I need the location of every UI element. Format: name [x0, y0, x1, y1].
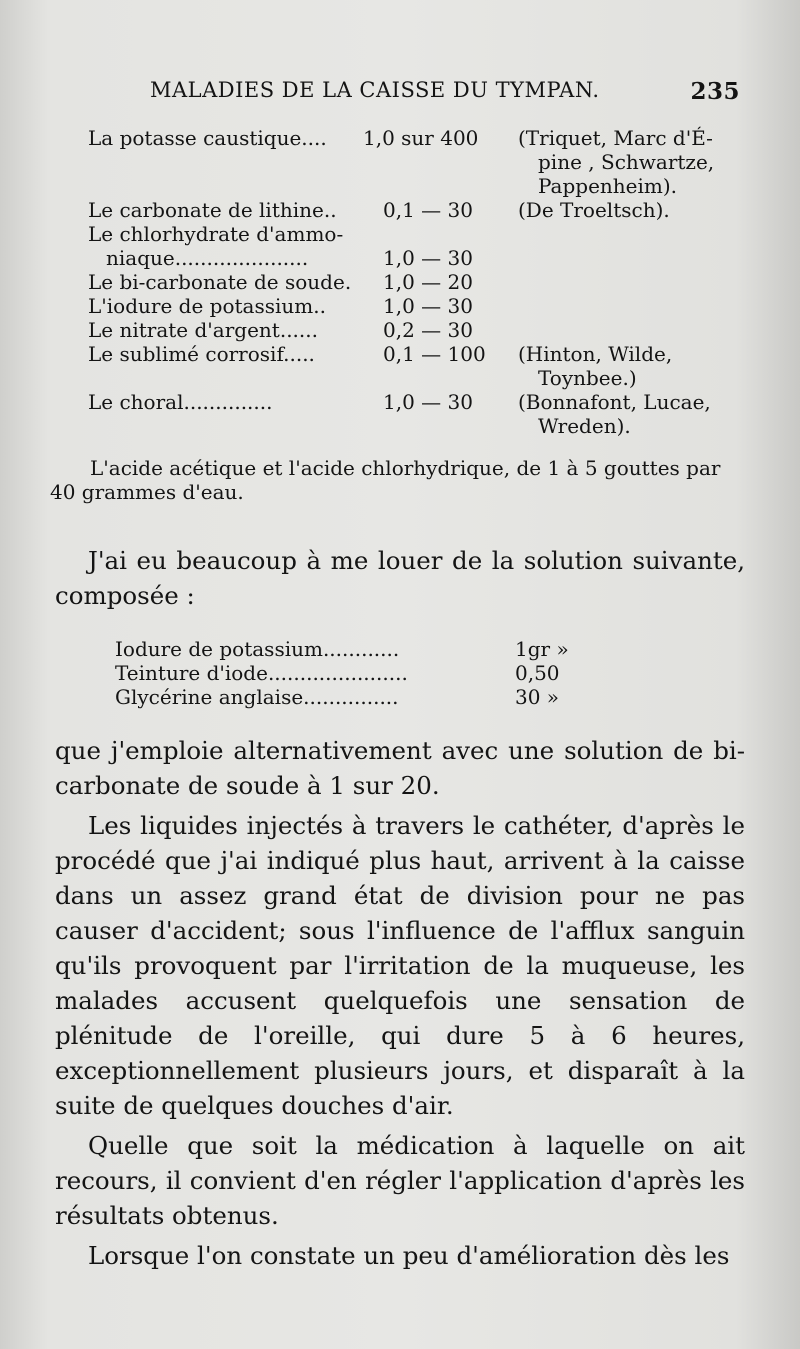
formula-row	[88, 294, 748, 318]
dose-cell: 1,0 — 30	[383, 246, 473, 270]
formula-row	[88, 366, 748, 390]
substance-cell: Le bi-carbonate de soude.	[88, 270, 352, 294]
authors-cell: (Hinton, Wilde,	[518, 342, 673, 366]
quantity-cell: 30 »	[515, 685, 560, 709]
dose-cell: 0,1 — 100	[383, 342, 486, 366]
paragraph-3: Les liquides injectés à travers le cathéter, d'après le procédé que j'ai indiqué plus haut, arrivent à la caisse dans un assez grand état de division pour ne pas causer d'accident; sous l'influence de l'afflux sanguin qu'ils provoquent par l'irritation de la muqueuse, les malades accusent quelquefois une sensation de plénitude de l'oreille, qui dure 5 à 6 heures, exceptionnellement plusieurs jours, et disparaît à la suite de quelques douches d'air.	[55, 811, 745, 1120]
formula-row	[88, 174, 748, 198]
authors-cell: (Bonnafont, Lucae,	[518, 390, 711, 414]
authors-cell: Toynbee.)	[538, 366, 637, 390]
ingredient-cell: Teinture d'iode......................	[115, 661, 408, 685]
substance-cell: La potasse caustique....	[88, 126, 327, 150]
note-line-2: 40 grammes d'eau.	[50, 480, 244, 504]
formula-row	[88, 222, 748, 246]
formula-table	[88, 126, 748, 438]
dose-cell: 1,0 — 30	[383, 390, 473, 414]
substance-cell: Le sublimé corrosif.....	[88, 342, 315, 366]
formula-row	[88, 414, 748, 438]
body-text-2	[55, 733, 745, 1273]
formula-row	[88, 126, 748, 150]
formula-row	[88, 270, 748, 294]
paragraph-1: J'ai eu beaucoup à me louer de la solution suivante, composée :	[55, 546, 745, 610]
dose-cell: 0,1 — 30	[383, 198, 473, 222]
dose-cell: 0,2 — 30	[383, 318, 473, 342]
formula-note	[50, 456, 745, 504]
recipe-row	[115, 661, 595, 685]
quantity-cell: 1gr »	[515, 637, 569, 661]
authors-cell: (De Troeltsch).	[518, 198, 670, 222]
authors-cell: pine , Schwartze,	[538, 150, 715, 174]
page-number: 235	[690, 78, 740, 105]
formula-row	[88, 390, 748, 414]
substance-cell: niaque.....................	[106, 246, 309, 270]
running-head: MALADIES DE LA CAISSE DU TYMPAN.	[150, 78, 600, 102]
recipe-row	[115, 637, 595, 661]
authors-cell: (Triquet, Marc d'É-	[518, 126, 713, 150]
substance-cell: Le nitrate d'argent......	[88, 318, 318, 342]
substance-cell: Le chlorhydrate d'ammo-	[88, 222, 344, 246]
authors-cell: Wreden).	[538, 414, 631, 438]
formula-row	[88, 342, 748, 366]
authors-cell: Pappenheim).	[538, 174, 678, 198]
paragraph-5: Lorsque l'on constate un peu d'amélioration dès les	[88, 1241, 730, 1270]
formula-row	[88, 198, 748, 222]
dose-cell: 1,0 sur 400	[363, 126, 479, 150]
substance-cell: L'iodure de potassium..	[88, 294, 326, 318]
recipe-row	[115, 685, 595, 709]
quantity-cell: 0,50	[515, 661, 560, 685]
substance-cell: Le carbonate de lithine..	[88, 198, 337, 222]
paragraph-2: que j'emploie alternativement avec une solution de bi-carbonate de soude à 1 sur 20.	[55, 736, 745, 800]
recipe-table	[115, 637, 595, 709]
substance-cell: Le choral..............	[88, 390, 273, 414]
formula-row	[88, 150, 748, 174]
ingredient-cell: Glycérine anglaise...............	[115, 685, 399, 709]
ingredient-cell: Iodure de potassium............	[115, 637, 400, 661]
dose-cell: 1,0 — 30	[383, 294, 473, 318]
formula-row	[88, 246, 748, 270]
paragraph-4: Quelle que soit la médication à laquelle on ait recours, il convient d'en régler l'application d'après les résultats obtenus.	[55, 1131, 745, 1230]
body-text-1	[55, 543, 745, 613]
note-line-1: L'acide acétique et l'acide chlorhydrique, de 1 à 5 gouttes par	[90, 456, 721, 480]
formula-row	[88, 318, 748, 342]
dose-cell: 1,0 — 20	[383, 270, 473, 294]
